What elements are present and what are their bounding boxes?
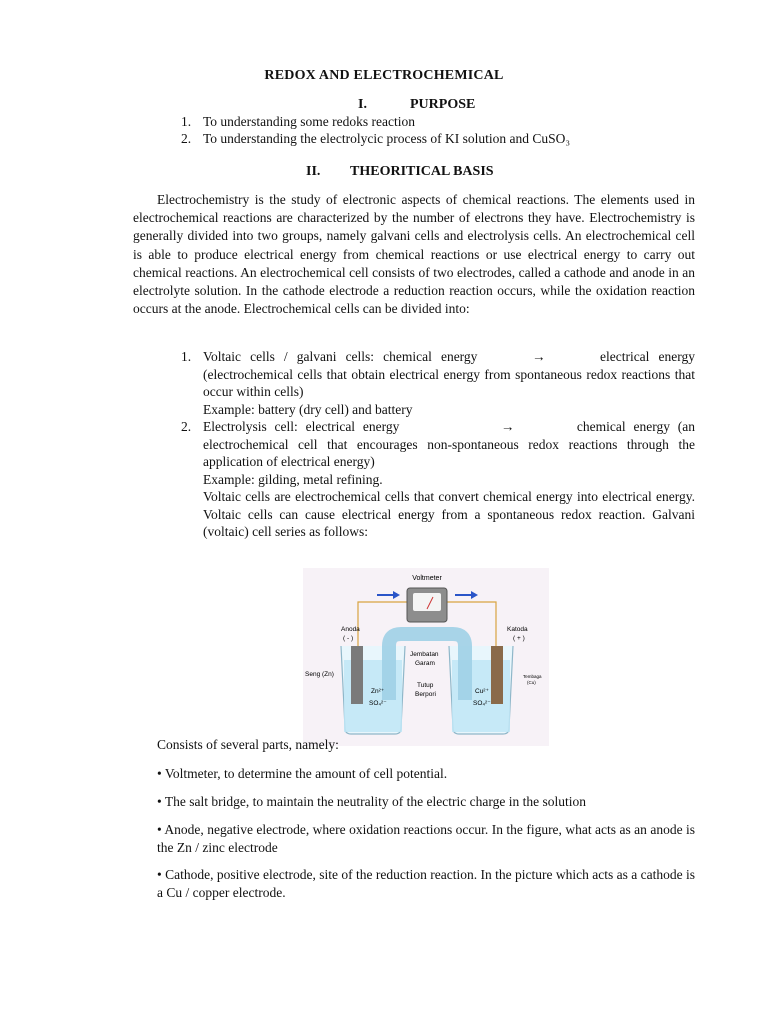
copper-label: Tembaga [523,674,542,679]
section-title: THEORITICAL BASIS [350,164,494,179]
voltmeter-label: Voltmeter [412,575,442,582]
arrow-head-icon [471,591,478,599]
galvanic-cell-diagram [303,568,549,746]
section-heading-purpose [358,97,475,113]
item-description: electrochemical cell that encourages non-spontaneous redox reactions through the application of electrical energy) [203,436,695,469]
list-text: To understanding the electrolycic process of KI solution and CuSO₃ [203,131,571,146]
zinc-label: Seng (Zn) [305,671,334,678]
purpose-item [181,114,415,130]
bridge-label: Garam [415,660,435,667]
list-number: 2. [181,131,192,146]
anode-sign: ( - ) [343,635,354,642]
arrow-head-icon [393,591,400,599]
cell-type-item [181,348,695,418]
section-title: PURPOSE [410,97,476,112]
list-text: To understanding some redoks reaction [203,114,415,129]
zinc-ion-label: Zn²⁺ [371,688,385,695]
porous-cap-label: Berpori [415,691,436,698]
galvanic-cell-figure [303,568,549,746]
list-item: • Anode, negative electrode, where oxidation reactions occur. In the figure, what acts as an anode is the Zn / zinc electrode [157,822,695,855]
sulfate-label: SO₄²⁻ [473,700,491,707]
list-number: 1. [181,349,192,364]
list-item: • Cathode, positive electrode, site of the reduction reaction. In the picture which acts as a cathode is a Cu / copper electrode. [157,867,695,900]
list-item: • Voltmeter, to determine the amount of cell potential. [157,766,448,781]
item-example: Example: battery (dry cell) and battery [203,401,413,417]
item-first-line: Electrolysis cell: electrical energy → chemical energy (an [203,419,695,434]
porous-cap-label: Tutup [417,682,434,689]
list-number: 2. [181,419,192,434]
item-description: (electrochemical cells that obtain electrical energy from spontaneous redox reactions that occur within cells) [203,366,695,399]
list-item: • The salt bridge, to maintain the neutrality of the electric charge in the solution [157,794,586,809]
cathode-label: Katoda [507,626,528,633]
parts-intro: Consists of several parts, namely: [157,737,339,752]
intro-paragraph: Electrochemistry is the study of electronic aspects of chemical reactions. The elements used in electrochemical reactions are characterized by the number of electrons they have. Electrochemistry is generally divided into two groups, namely galvani cells and electrolysis cells. An electrochemical cell is able to produce electrical energy from chemical reactions or use electrical energy to carry out chemical reactions. An electrochemical cell consists of two electrodes, called a cathode and anode in an electrolyte solution. In the cathode electrode a reduction reaction occurs, while the oxidation reaction occurs at the anode. Electrochemical cells can be divided into: [133,192,695,317]
section-heading-theory [306,164,494,180]
sulfate-label: SO₄²⁻ [369,700,387,707]
zinc-electrode [351,646,363,704]
purpose-item [181,131,570,147]
item-first-line: Voltaic cells / galvani cells: chemical energy → electrical energy [203,349,695,364]
item-extra-paragraph: Voltaic cells are electrochemical cells that convert chemical energy into electrical energy. Voltaic cells can cause electrical energy from a spontaneous redox reaction. Galvani (voltaic) cell series as follows: [203,489,695,539]
anode-label: Anoda [341,626,360,633]
section-number: II. [306,164,321,179]
bridge-label: Jembatan [410,651,439,658]
copper-electrode [491,646,503,704]
cell-type-item [181,418,695,541]
item-example: Example: gilding, metal refining. [203,471,383,487]
section-number: I. [358,97,367,112]
copper-label: (Cu) [527,680,536,685]
cathode-sign: ( + ) [513,635,525,642]
document-title: REDOX AND ELECTROCHEMICAL [264,68,504,83]
list-number: 1. [181,114,192,129]
copper-ion-label: Cu²⁺ [475,688,489,695]
